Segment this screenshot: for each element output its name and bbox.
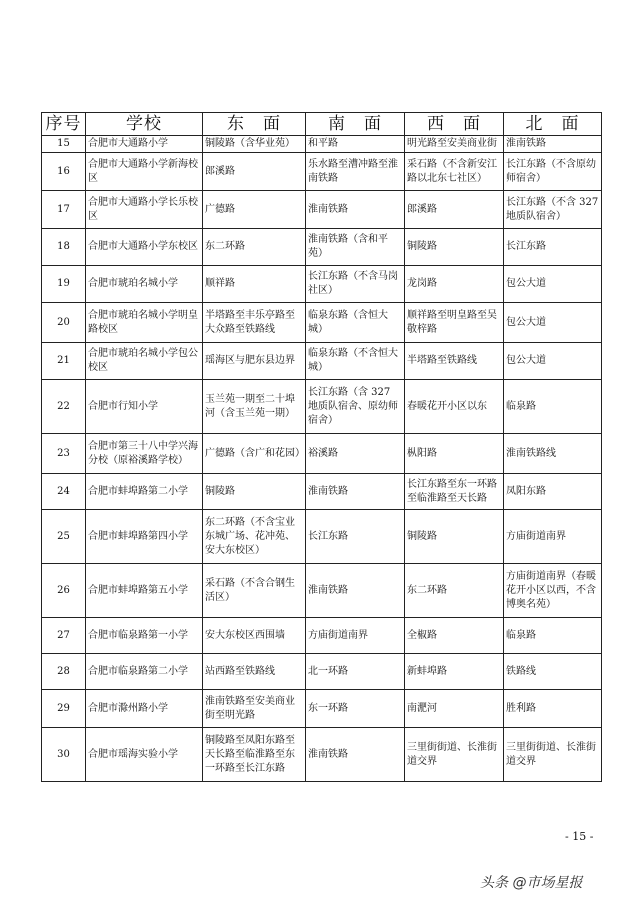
- cell-north: 三里街街道、长淮街道交界: [504, 728, 602, 782]
- cell-north: 淮南铁路: [504, 136, 602, 153]
- cell-school: 合肥市蚌埠路第四小学: [86, 510, 203, 564]
- cell-north: 长江东路（不含 327 地质队宿舍）: [504, 191, 602, 229]
- cell-east: 采石路（不含合钢生活区）: [203, 564, 306, 618]
- cell-north: 长江东路: [504, 229, 602, 266]
- cell-west: 铜陵路: [405, 510, 504, 564]
- cell-south: 长江东路（不含马岗社区）: [306, 266, 405, 303]
- table-row: [42, 728, 602, 782]
- cell-south: 淮南铁路（含和平苑）: [306, 229, 405, 266]
- cell-west: 铜陵路: [405, 229, 504, 266]
- table-row: [42, 380, 602, 434]
- table-row: [42, 690, 602, 728]
- cell-east: 铜陵路至凤阳东路至天长路至临淮路至东一环路至长江东路: [203, 728, 306, 782]
- table-header-row: [42, 113, 602, 136]
- cell-north: 包公大道: [504, 343, 602, 380]
- page-number: - 15 -: [565, 830, 594, 843]
- cell-south: 北一环路: [306, 654, 405, 690]
- table-row: [42, 153, 602, 191]
- cell-num: 26: [42, 564, 86, 618]
- cell-north: 方庙街道南界: [504, 510, 602, 564]
- cell-south: 淮南铁路: [306, 564, 405, 618]
- cell-num: 20: [42, 303, 86, 343]
- cell-school: 合肥市瑶海实验小学: [86, 728, 203, 782]
- cell-school: 合肥市琥珀名城小学明皇路校区: [86, 303, 203, 343]
- cell-num: 29: [42, 690, 86, 728]
- cell-num: 27: [42, 618, 86, 654]
- table-row: [42, 343, 602, 380]
- table-row: [42, 564, 602, 618]
- watermark: 头条 @市场星报: [480, 875, 583, 891]
- cell-west: 长江东路至东一环路至临淮路至天长路: [405, 474, 504, 510]
- cell-west: 南淝河: [405, 690, 504, 728]
- cell-west: 明光路至安美商业街: [405, 136, 504, 153]
- cell-num: 16: [42, 153, 86, 191]
- cell-south: 裕溪路: [306, 434, 405, 474]
- cell-south: 淮南铁路: [306, 191, 405, 229]
- cell-school: 合肥市大通路小学新海校区: [86, 153, 203, 191]
- cell-west: 东二环路: [405, 564, 504, 618]
- cell-school: 合肥市临泉路第二小学: [86, 654, 203, 690]
- cell-north: 凤阳东路: [504, 474, 602, 510]
- cell-west: 枞阳路: [405, 434, 504, 474]
- header-school: 学校: [86, 113, 203, 136]
- cell-east: 玉兰苑一期至二十埠河（含玉兰苑一期）: [203, 380, 306, 434]
- cell-south: 长江东路（含 327 地质队宿舍、原幼师宿舍）: [306, 380, 405, 434]
- cell-num: 22: [42, 380, 86, 434]
- cell-east: 东二环路: [203, 229, 306, 266]
- cell-school: 合肥市大通路小学东校区: [86, 229, 203, 266]
- cell-north: 临泉路: [504, 380, 602, 434]
- cell-north: 方庙街道南界（春暖花开小区以西，不含博奥名苑）: [504, 564, 602, 618]
- cell-school: 合肥市琥珀名城小学包公校区: [86, 343, 203, 380]
- cell-east: 铜陵路（含华业苑）: [203, 136, 306, 153]
- cell-east: 站西路至铁路线: [203, 654, 306, 690]
- cell-num: 23: [42, 434, 86, 474]
- header-east: 东 面: [203, 113, 306, 136]
- cell-south: 淮南铁路: [306, 728, 405, 782]
- table-row: [42, 266, 602, 303]
- cell-south: 淮南铁路: [306, 474, 405, 510]
- cell-east: 郎溪路: [203, 153, 306, 191]
- cell-south: 和平路: [306, 136, 405, 153]
- cell-num: 18: [42, 229, 86, 266]
- cell-num: 21: [42, 343, 86, 380]
- cell-num: 25: [42, 510, 86, 564]
- cell-south: 临泉东路（不含恒大城）: [306, 343, 405, 380]
- table-body: [42, 136, 602, 782]
- cell-num: 28: [42, 654, 86, 690]
- cell-east: 广德路: [203, 191, 306, 229]
- school-district-table: [41, 112, 602, 782]
- cell-south: 临泉东路（含恒大城）: [306, 303, 405, 343]
- cell-school: 合肥市大通路小学长乐校区: [86, 191, 203, 229]
- cell-num: 30: [42, 728, 86, 782]
- header-south: 南 面: [306, 113, 405, 136]
- cell-school: 合肥市第三十八中学兴海分校（原裕溪路学校）: [86, 434, 203, 474]
- cell-west: 新蚌埠路: [405, 654, 504, 690]
- table-row: [42, 434, 602, 474]
- cell-north: 淮南铁路线: [504, 434, 602, 474]
- cell-north: 包公大道: [504, 266, 602, 303]
- cell-east: 广德路（含广和花园）: [203, 434, 306, 474]
- cell-north: 胜利路: [504, 690, 602, 728]
- table-row: [42, 618, 602, 654]
- cell-west: 春暖花开小区以东: [405, 380, 504, 434]
- cell-west: 全椒路: [405, 618, 504, 654]
- cell-west: 半塔路至铁路线: [405, 343, 504, 380]
- cell-east: 东二环路（不含宝业东城广场、花冲苑、安大东校区）: [203, 510, 306, 564]
- cell-east: 淮南铁路至安美商业街至明光路: [203, 690, 306, 728]
- header-num: 序号: [42, 113, 86, 136]
- table-row: [42, 303, 602, 343]
- cell-num: 19: [42, 266, 86, 303]
- cell-west: 采石路（不含新安江路以北东七社区）: [405, 153, 504, 191]
- header-west: 西 面: [405, 113, 504, 136]
- header-north: 北 面: [504, 113, 602, 136]
- cell-south: 乐水路至漕冲路至淮南铁路: [306, 153, 405, 191]
- table-row: [42, 474, 602, 510]
- cell-north: 铁路线: [504, 654, 602, 690]
- cell-school: 合肥市琥珀名城小学: [86, 266, 203, 303]
- cell-num: 17: [42, 191, 86, 229]
- cell-east: 铜陵路: [203, 474, 306, 510]
- cell-west: 顺祥路至明皇路至吴敬梓路: [405, 303, 504, 343]
- table-row: [42, 510, 602, 564]
- table-row: [42, 654, 602, 690]
- cell-north: 临泉路: [504, 618, 602, 654]
- cell-west: 龙岗路: [405, 266, 504, 303]
- cell-east: 安大东校区西围墙: [203, 618, 306, 654]
- cell-school: 合肥市蚌埠路第五小学: [86, 564, 203, 618]
- cell-num: 24: [42, 474, 86, 510]
- cell-west: 郎溪路: [405, 191, 504, 229]
- cell-south: 东一环路: [306, 690, 405, 728]
- cell-south: 方庙街道南界: [306, 618, 405, 654]
- cell-west: 三里街街道、长淮街道交界: [405, 728, 504, 782]
- cell-north: 包公大道: [504, 303, 602, 343]
- cell-num: 15: [42, 136, 86, 153]
- cell-north: 长江东路（不含原幼师宿舍）: [504, 153, 602, 191]
- cell-school: 合肥市滁州路小学: [86, 690, 203, 728]
- cell-school: 合肥市临泉路第一小学: [86, 618, 203, 654]
- table-row: [42, 229, 602, 266]
- table-row: [42, 191, 602, 229]
- table-row: [42, 136, 602, 153]
- cell-east: 顺祥路: [203, 266, 306, 303]
- cell-east: 瑶海区与肥东县边界: [203, 343, 306, 380]
- cell-school: 合肥市蚌埠路第二小学: [86, 474, 203, 510]
- cell-south: 长江东路: [306, 510, 405, 564]
- cell-east: 半塔路至丰乐亭路至大众路至铁路线: [203, 303, 306, 343]
- cell-school: 合肥市行知小学: [86, 380, 203, 434]
- cell-school: 合肥市大通路小学: [86, 136, 203, 153]
